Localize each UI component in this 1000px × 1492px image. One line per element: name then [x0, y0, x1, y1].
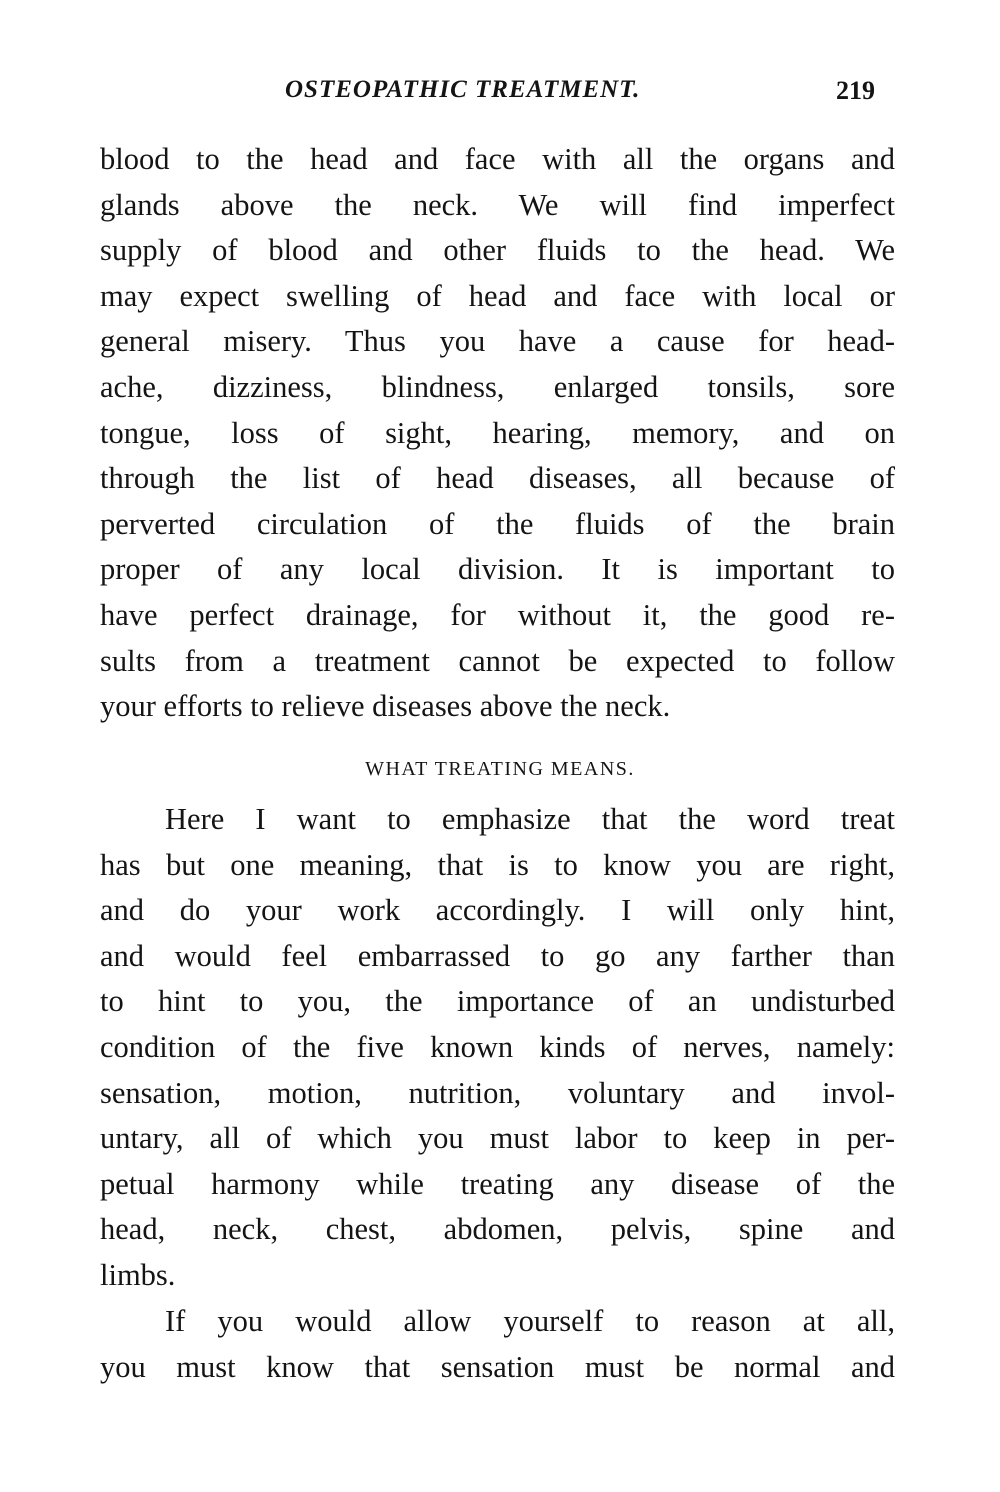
text-line: have perfect drainage, for without it, the good re-	[100, 598, 895, 632]
text-line: sults from a treatment cannot be expected to follow	[100, 643, 895, 678]
text-line: limbs.	[100, 1258, 176, 1292]
text-line: and do your work accordingly. I will only hint,	[100, 893, 895, 928]
text-line: ache, dizziness, blindness, enlarged tonsils, sore	[100, 370, 895, 404]
text-line: blood to the head and face with all the organs and	[100, 142, 895, 176]
text-line: general misery. Thus you have a cause for head-	[100, 324, 895, 359]
text-line: has but one meaning, that is to know you are right,	[100, 847, 895, 882]
text-line: petual harmony while treating any disease of the	[100, 1166, 895, 1201]
text-line: to hint to you, the importance of an undisturbed	[100, 984, 895, 1019]
running-title: OSTEOPATHIC TREATMENT.	[285, 76, 641, 103]
text-line: head, neck, chest, abdomen, pelvis, spine and	[100, 1212, 895, 1247]
page-number: 219	[836, 76, 875, 105]
text-line: supply of blood and other fluids to the head. We	[100, 233, 895, 268]
text-line: untary, all of which you must labor to keep in per-	[100, 1121, 895, 1156]
text-line: perverted circulation of the fluids of the brain	[100, 506, 895, 541]
text-line: If you would allow yourself to reason at all,	[165, 1304, 895, 1338]
text-line: tongue, loss of sight, hearing, memory, and on	[100, 415, 895, 450]
section-heading: WHAT TREATING MEANS.	[365, 758, 635, 780]
text-line: proper of any local division. It is important to	[100, 552, 895, 587]
text-line: through the list of head diseases, all because of	[100, 461, 895, 496]
text-line: and would feel embarrassed to go any farther than	[100, 938, 895, 973]
text-line: Here I want to emphasize that the word treat	[165, 802, 895, 836]
text-line: you must know that sensation must be normal and	[100, 1349, 895, 1384]
text-line: condition of the five known kinds of nerves, namely:	[100, 1030, 895, 1064]
text-line: may expect swelling of head and face with local or	[100, 278, 895, 313]
text-line: sensation, motion, nutrition, voluntary and invol-	[100, 1075, 895, 1110]
text-line: your efforts to relieve diseases above the neck.	[100, 689, 671, 724]
text-line: glands above the neck. We will find imperfect	[100, 187, 895, 222]
